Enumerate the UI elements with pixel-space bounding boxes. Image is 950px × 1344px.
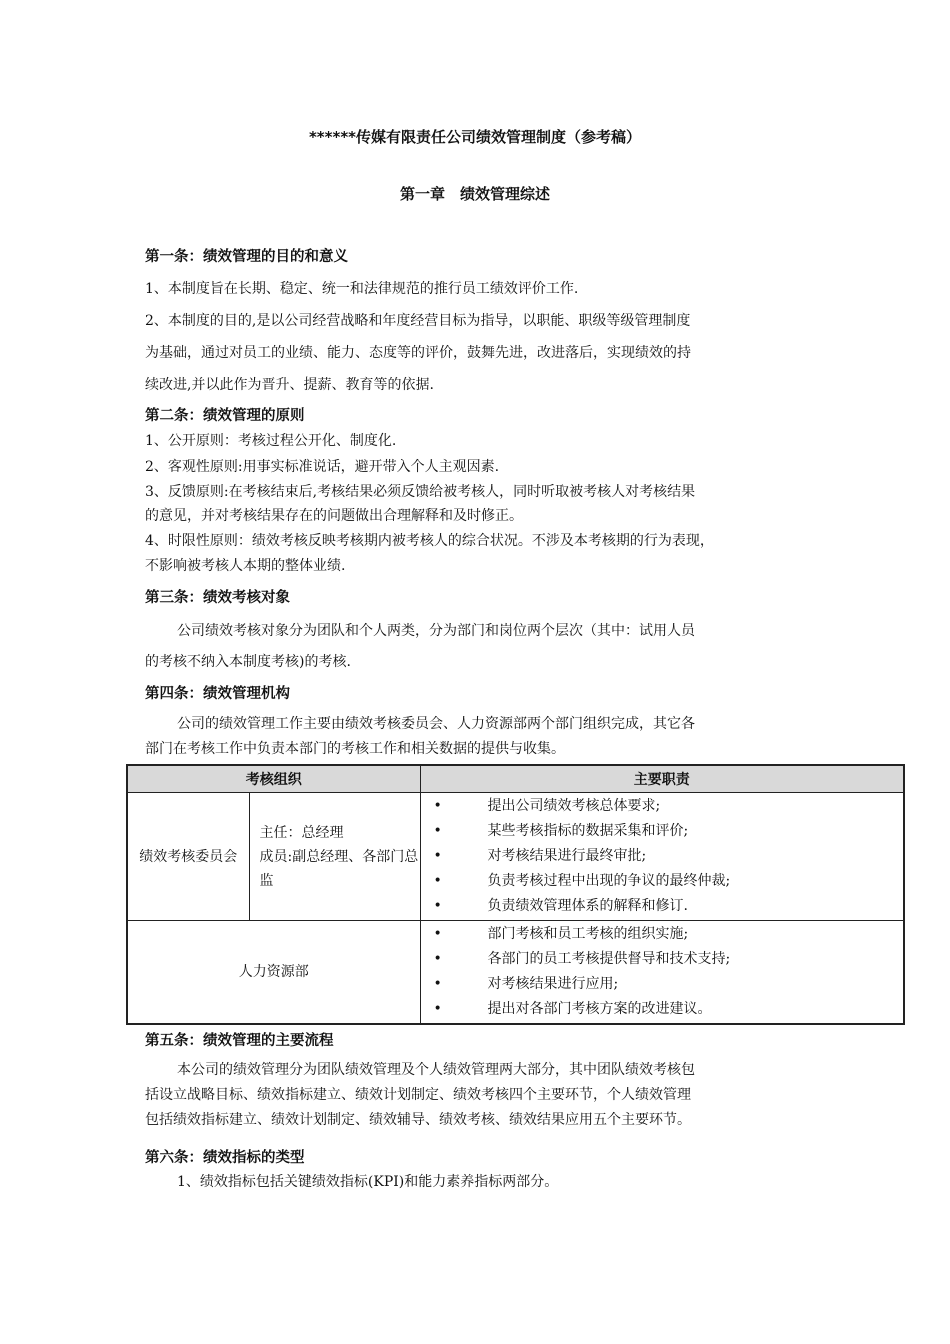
article-4-heading: 第四条：绩效管理机构 — [145, 686, 290, 702]
article-1-heading: 第一条：绩效管理的目的和意义 — [145, 249, 348, 265]
article-1-line: 续改进,并以此作为晋升、提薪、教育等的依据. — [145, 377, 434, 393]
bullet: • — [433, 848, 442, 864]
article-3-heading: 第三条：绩效考核对象 — [145, 590, 290, 606]
bullet: • — [433, 976, 442, 992]
bullet: • — [433, 898, 442, 914]
duty-text: 对考核结果进行应用; — [487, 976, 619, 992]
article-2-line: 不影响被考核人本期的整体业绩. — [145, 558, 346, 574]
bullet: • — [433, 798, 442, 814]
table-row — [127, 793, 904, 921]
members-cell — [249, 793, 420, 921]
bullet: • — [433, 1001, 442, 1017]
document-title: ******传媒有限责任公司绩效管理制度（参考稿） — [308, 128, 642, 146]
article-3-line: 公司绩效考核对象分为团队和个人两类，分为部门和岗位两个层次（其中：试用人员 — [177, 623, 695, 639]
member-line: 成员:副总经理、各部门总监 — [259, 848, 419, 889]
article-4-line: 部门在考核工作中负责本部门的考核工作和相关数据的提供与收集。 — [145, 741, 565, 757]
bullet: • — [433, 873, 442, 889]
header-organization: 考核组织 — [127, 765, 420, 793]
list-item — [422, 819, 903, 844]
article-3-line: 的考核不纳入本制度考核)的考核. — [145, 654, 351, 670]
organization-table — [126, 764, 905, 1025]
duty-text: 对考核结果进行最终审批; — [487, 848, 647, 864]
list-item — [422, 869, 903, 894]
article-5-line: 本公司的绩效管理分为团队绩效管理及个人绩效管理两大部分，其中团队绩效考核包 — [177, 1062, 695, 1078]
article-5-line: 包括绩效指标建立、绩效计划制定、绩效辅导、绩效考核、绩效结果应用五个主要环节。 — [145, 1112, 691, 1128]
duty-text: 部门考核和员工考核的组织实施; — [487, 926, 689, 942]
duty-text: 负责绩效管理体系的解释和修订. — [487, 898, 688, 914]
article-2-line: 1、公开原则：考核过程公开化、制度化. — [145, 433, 397, 449]
list-item — [422, 894, 903, 919]
article-5-line: 括设立战略目标、绩效指标建立、绩效计划制定、绩效考核四个主要环节，个人绩效管理 — [145, 1087, 691, 1103]
org-name-cell: 绩效考核委员会 — [127, 793, 249, 921]
article-1-line: 2、本制度的目的,是以公司经营战略和年度经营目标为指导，以职能、职级等级管理制度 — [145, 313, 691, 329]
article-6-line: 1、绩效指标包括关键绩效指标(KPI)和能力素养指标两部分。 — [177, 1174, 559, 1190]
member-line: 主任：总经理 — [259, 824, 344, 841]
chapter-heading: 第一章 绩效管理综述 — [399, 185, 550, 203]
list-item — [422, 997, 903, 1022]
article-2-line: 3、反馈原则:在考核结束后,考核结果必须反馈给被考核人，同时听取被考核人对考核结果 — [145, 484, 696, 500]
duty-text: 提出公司绩效考核总体要求; — [487, 798, 661, 814]
list-item — [422, 794, 903, 819]
list-item — [422, 844, 903, 869]
header-duties: 主要职责 — [420, 765, 904, 793]
article-1-line: 为基础，通过对员工的业绩、能力、态度等的评价，鼓舞先进，改进落后，实现绩效的持 — [145, 345, 691, 361]
duty-text: 提出对各部门考核方案的改进建议。 — [487, 1001, 712, 1017]
bullet: • — [433, 823, 442, 839]
article-6-heading: 第六条：绩效指标的类型 — [145, 1150, 305, 1166]
list-item — [422, 922, 903, 947]
duty-list — [422, 922, 903, 1022]
org-name-cell: 人力资源部 — [127, 921, 420, 1025]
list-item — [422, 972, 903, 997]
article-2-line: 2、客观性原则:用事实标准说话，避开带入个人主观因素. — [145, 459, 500, 475]
table-header-row — [127, 765, 904, 793]
article-5-heading: 第五条：绩效管理的主要流程 — [145, 1033, 334, 1049]
bullet: • — [433, 951, 442, 967]
duty-text: 各部门的员工考核提供督导和技术支持; — [487, 951, 731, 967]
article-1-line: 1、本制度旨在长期、稳定、统一和法律规范的推行员工绩效评价工作. — [145, 281, 579, 297]
article-2-line: 的意见，并对考核结果存在的问题做出合理解释和及时修正。 — [145, 508, 523, 524]
article-4-line: 公司的绩效管理工作主要由绩效考核委员会、人力资源部两个部门组织完成，其它各 — [177, 716, 695, 732]
duty-list — [422, 794, 903, 919]
bullet: • — [433, 926, 442, 942]
duties-cell — [420, 921, 904, 1025]
table-row — [127, 921, 904, 1025]
duty-text: 负责考核过程中出现的争议的最终仲裁; — [487, 873, 731, 889]
list-item — [422, 947, 903, 972]
duty-text: 某些考核指标的数据采集和评价; — [487, 823, 689, 839]
article-2-line: 4、时限性原则：绩效考核反映考核期内被考核人的综合状况。不涉及本考核期的行为表现， — [145, 533, 714, 549]
article-2-heading: 第二条：绩效管理的原则 — [145, 408, 305, 424]
duties-cell — [420, 793, 904, 921]
